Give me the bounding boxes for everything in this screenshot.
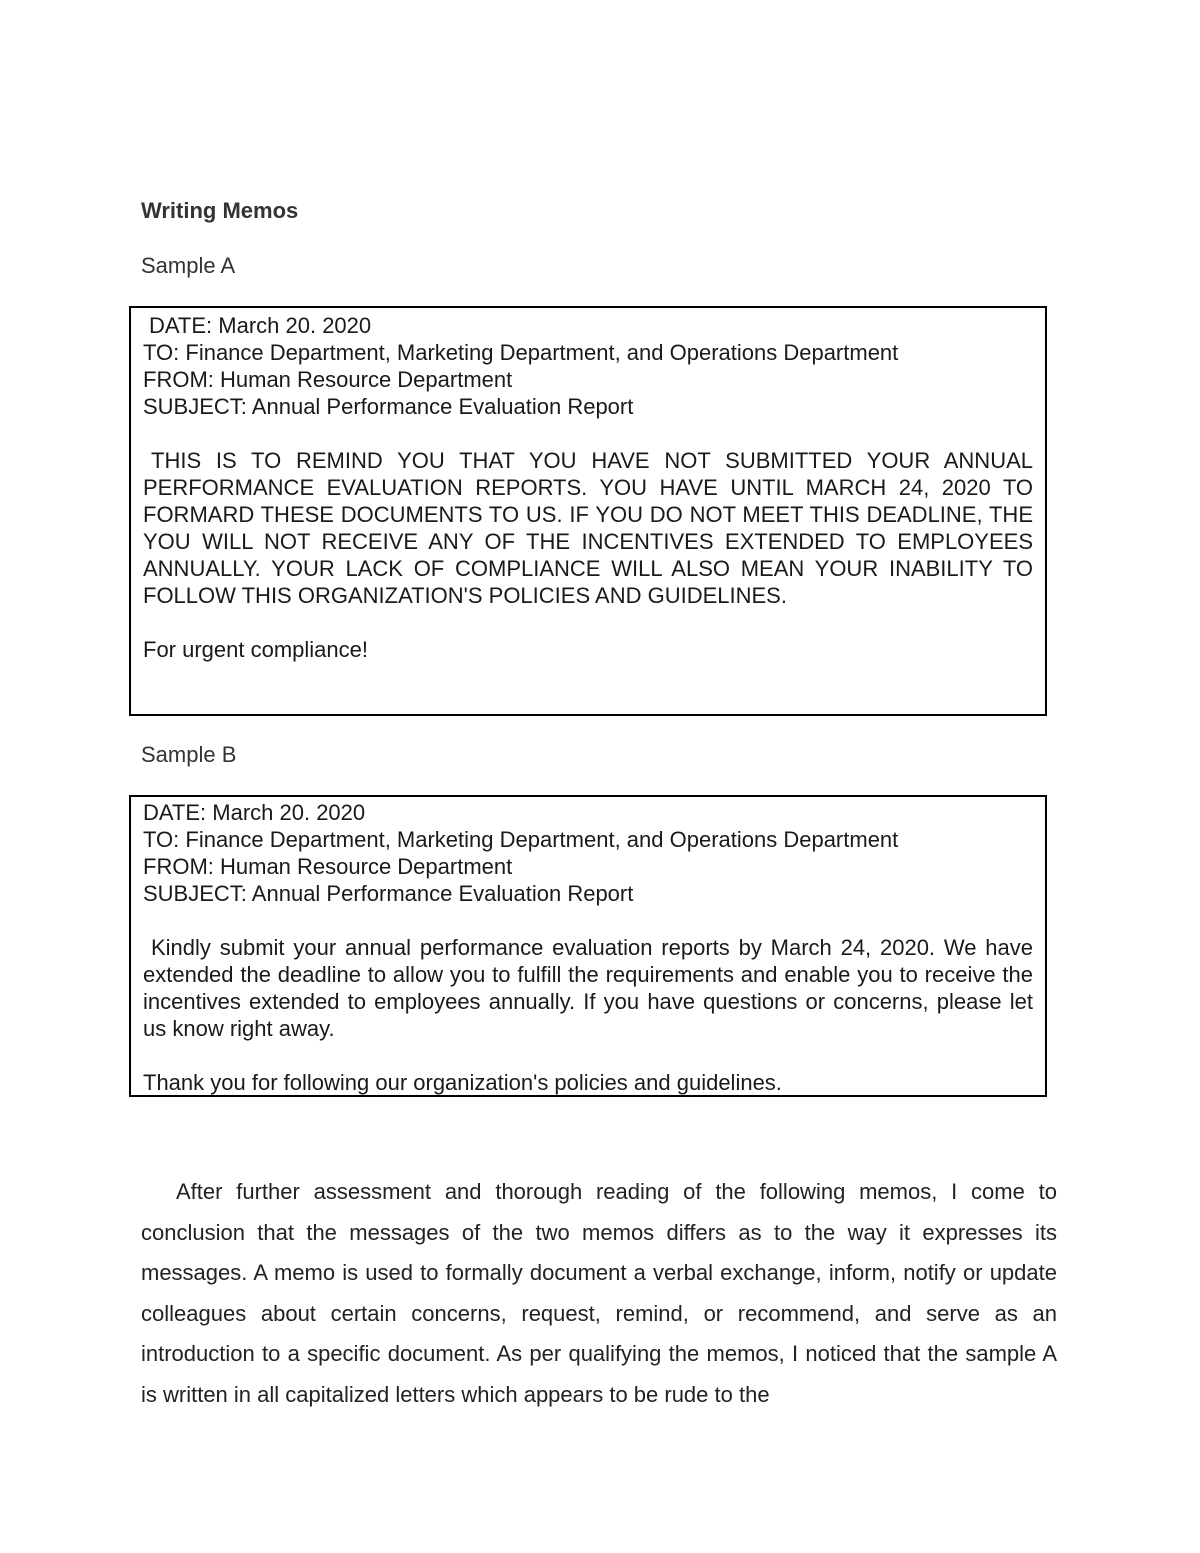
document-title: Writing Memos bbox=[141, 198, 299, 223]
memo-sample-b bbox=[129, 795, 1047, 1097]
memo-sample-a bbox=[129, 306, 1047, 716]
memo-a-closing: For urgent compliance! bbox=[143, 637, 368, 662]
memo-a-from: FROM: Human Resource Department bbox=[143, 367, 513, 392]
memo-a-date: DATE: March 20. 2020 bbox=[149, 313, 372, 338]
sample-a-label: Sample A bbox=[141, 253, 236, 278]
memo-b-date: DATE: March 20. 2020 bbox=[143, 800, 366, 825]
memo-b-subject: SUBJECT: Annual Performance Evaluation Report bbox=[143, 881, 634, 906]
memo-a-body bbox=[143, 447, 1033, 609]
essay-paragraph: After further assessment and thorough reading of the following memos, I come to conclusion that the messages of the two memos differs as to the way it expresses its messages. A memo is used to formally document a verbal exchange, inform, notify or update colleagues about certain concerns, request, remind, or recommend, and serve as an introduction to a specific document. As per qualifying the memos, I noticed that the sample A is written in all capitalized letters which appears to be rude to the bbox=[141, 1179, 1057, 1407]
sample-b-label: Sample B bbox=[141, 742, 237, 767]
memo-b-from: FROM: Human Resource Department bbox=[143, 854, 513, 879]
memo-a-to: TO: Finance Department, Marketing Department, and Operations Department bbox=[143, 340, 899, 365]
memo-a-subject: SUBJECT: Annual Performance Evaluation Report bbox=[143, 394, 634, 419]
memo-b-to: TO: Finance Department, Marketing Department, and Operations Department bbox=[143, 827, 899, 852]
memo-b-body bbox=[143, 934, 1033, 1042]
memo-b-body-text: Kindly submit your annual performance evaluation reports by March 24, 2020. We have extended the deadline to allow you to fulfill the requirements and enable you to receive the incentives extended to employees annually. If you have questions or concerns, please let us know right away. bbox=[143, 935, 1033, 1041]
memo-a-body-text: THIS IS TO REMIND YOU THAT YOU HAVE NOT SUBMITTED YOUR ANNUAL PERFORMANCE EVALUATION REPORTS. YOU HAVE UNTIL MARCH 24, 2020 TO FORMARD THESE DOCUMENTS TO US. IF YOU DO NOT MEET THIS DEADLINE, THE YOU WILL NOT RECEIVE ANY OF THE INCENTIVES EXTENDED TO EMPLOYEES ANNUALLY. YOUR LACK OF COMPLIANCE WILL ALSO MEAN YOUR INABILITY TO FOLLOW THIS ORGANIZATION'S POLICIES AND GUIDELINES. bbox=[143, 448, 1033, 608]
memo-b-closing: Thank you for following our organization's policies and guidelines. bbox=[143, 1070, 782, 1095]
